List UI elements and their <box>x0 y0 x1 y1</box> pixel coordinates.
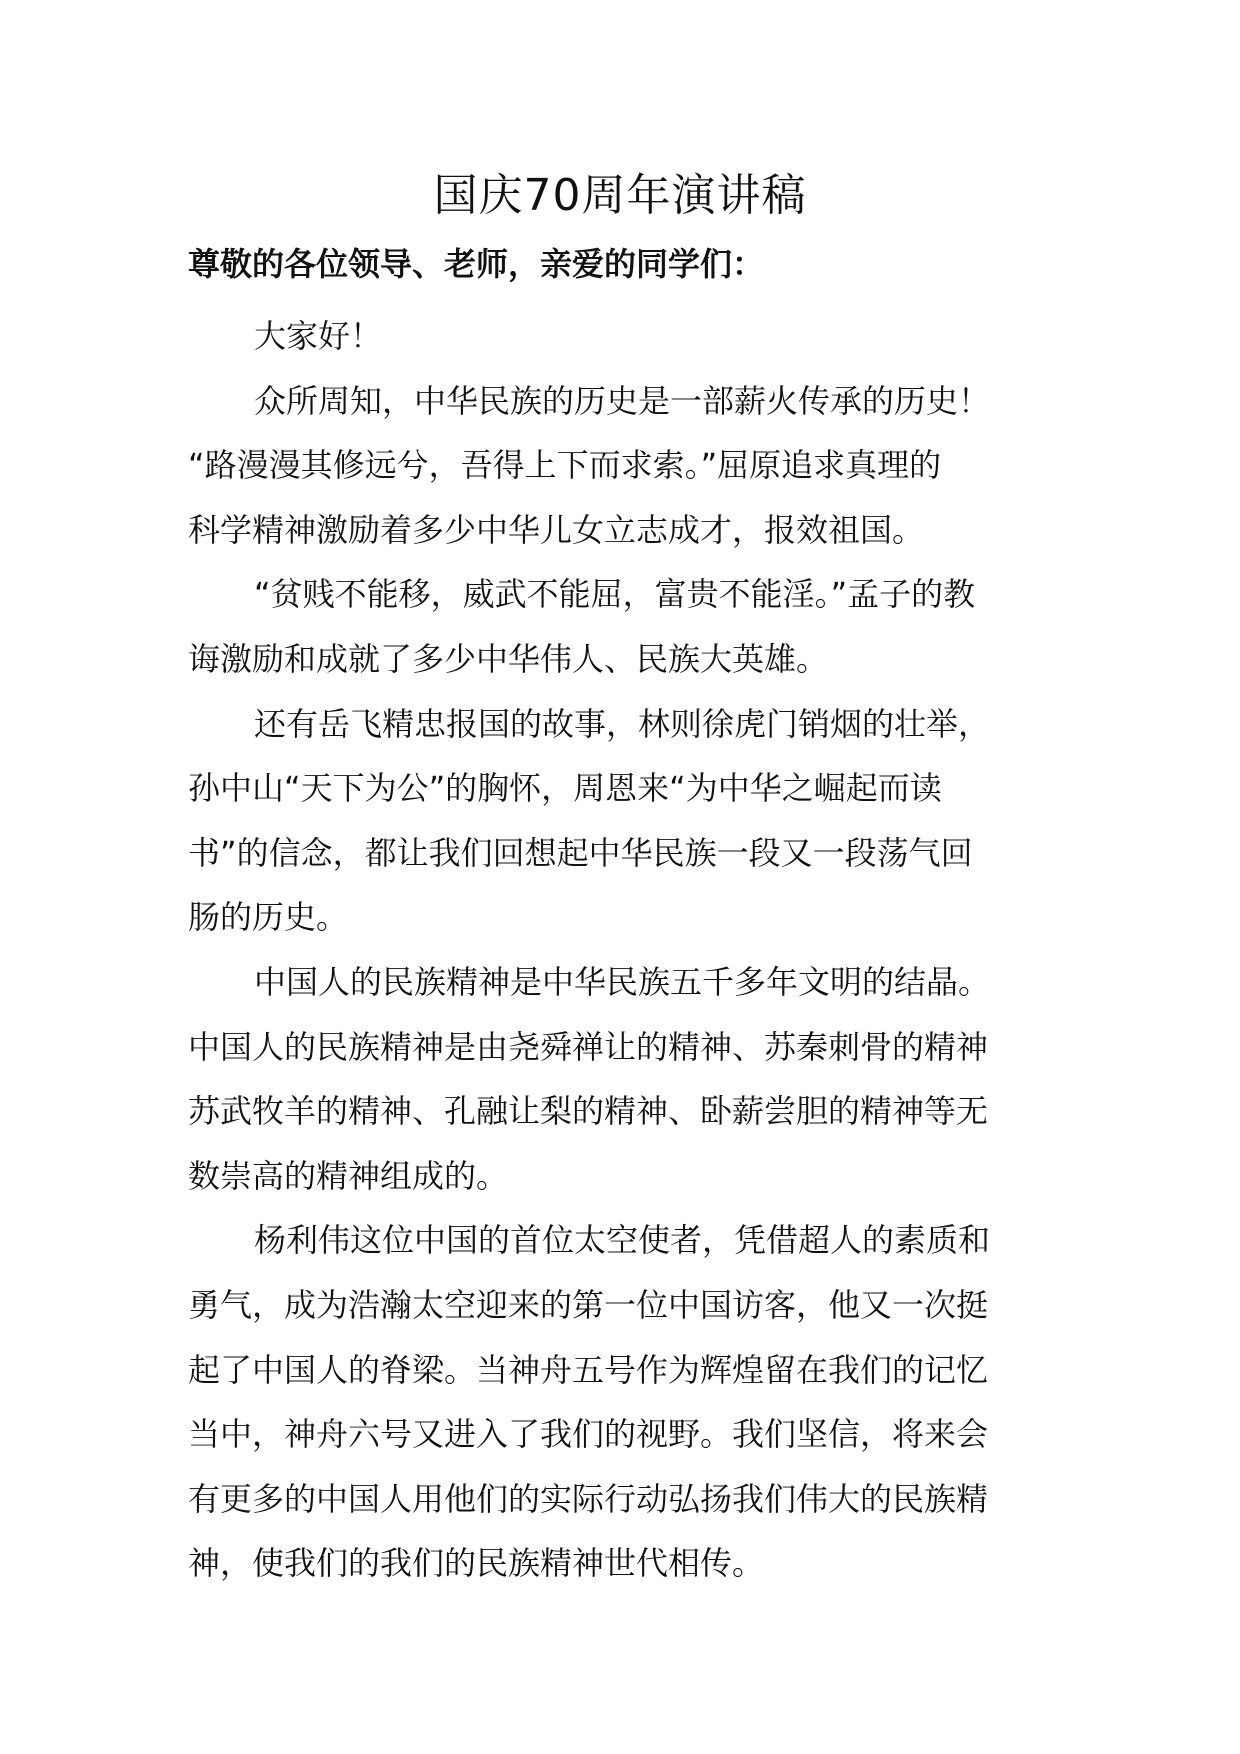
paragraph <box>188 950 1058 1208</box>
text-line: 有更多的中国人用他们的实际行动弘扬我们伟大的民族精 <box>188 1479 989 1518</box>
text-line: 诲激励和成就了多少中华伟人、民族大英雄。 <box>188 639 829 678</box>
paragraph <box>188 304 1058 369</box>
text-line: 肠的历史。 <box>188 898 349 937</box>
text-line: “路漫漫其修远兮，吾得上下而求索。”屈原追求真理的 <box>188 446 942 485</box>
text-line: 科学精神激励着多少中华儿女立志成才，报效祖国。 <box>188 510 925 549</box>
text-line: 还有岳飞精忠报国的故事，林则徐虎门销烟的壮举， <box>254 704 991 743</box>
document-body <box>188 304 1058 1596</box>
paragraph <box>188 562 1058 691</box>
text-line: 勇气，成为浩瀚太空迎来的第一位中国访客，他又一次挺 <box>188 1285 989 1324</box>
document-title: 国庆70周年演讲稿 <box>433 170 807 221</box>
text-line: 神，使我们的我们的民族精神世代相传。 <box>188 1544 765 1583</box>
text-line: 大家好！ <box>254 317 383 355</box>
paragraph <box>188 369 1058 563</box>
text-line: 苏武牧羊的精神、孔融让梨的精神、卧薪尝胆的精神等无 <box>188 1092 989 1131</box>
salutation: 尊敬的各位领导、老师，亲爱的同学们： <box>188 245 765 283</box>
paragraph <box>188 1208 1058 1596</box>
text-line: 孙中山“天下为公”的胸怀，周恩来“为中华之崛起而读 <box>188 769 942 808</box>
text-line: 杨利伟这位中国的首位太空使者，凭借超人的素质和 <box>254 1221 991 1260</box>
text-line: 众所周知，中华民族的历史是一部薪火传承的历史！ <box>254 381 991 420</box>
text-line: 中国人的民族精神是由尧舜禅让的精神、苏秦刺骨的精神 <box>188 1027 989 1066</box>
text-line: 数崇高的精神组成的。 <box>188 1156 509 1195</box>
text-line: 书”的信念，都让我们回想起中华民族一段又一段荡气回 <box>188 833 973 872</box>
paragraph <box>188 692 1058 950</box>
text-line: “贫贱不能移，威武不能屈，富贵不能淫。”孟子的教 <box>254 575 976 614</box>
text-line: 起了中国人的脊梁。当神舟五号作为辉煌留在我们的记忆 <box>188 1350 989 1389</box>
text-line: 中国人的民族精神是中华民族五千多年文明的结晶。 <box>254 962 991 1001</box>
text-line: 当中，神舟六号又进入了我们的视野。我们坚信，将来会 <box>188 1415 989 1454</box>
